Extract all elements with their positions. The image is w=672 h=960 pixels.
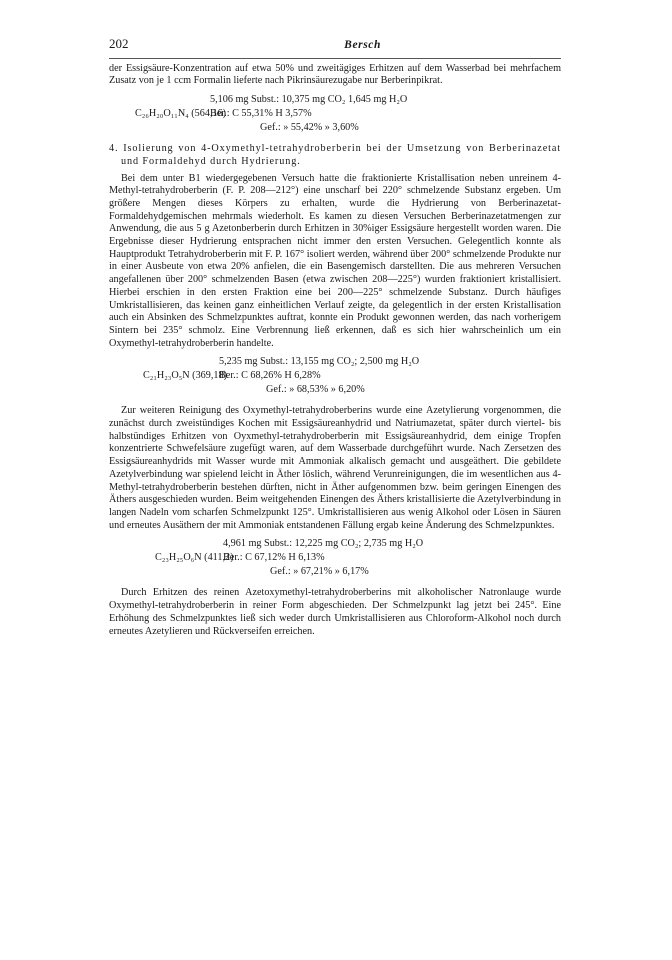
analysis-formula: C₂₆H₂₀O₁₁N₄ (564,16) — [135, 108, 227, 120]
analysis-row-calculated — [109, 552, 561, 566]
paragraph-1: der Essigsäure-Konzentration auf etwa 50% und zweitägiges Erhitzen auf dem Wasserbad bei mehrfachem Zusatz von je 1 ccm Formalin lieferte nach Pikrinsäurezugabe nur Berberinpikrat. — [109, 62, 561, 87]
analysis-found: Gef.: » 67,21% » 6,17% — [270, 566, 369, 578]
paragraph-4: Durch Erhitzen des reinen Azetoxymethyl-tetrahydroberberins mit alkoholischer Natronlauge wurde Oxymethyl-tetrahydroberberin in reiner Form abgeschieden. Der Schmelzpunkt lag jetzt bei 245°. Eine Erhöhung des Schmelzpunktes ließ sich weder durch Umkristallisieren aus Chloroform-Alkohol noch durch erneutes Azetylieren und Rückverseifen erreichen. — [109, 587, 561, 637]
running-title: Bersch — [344, 39, 381, 51]
analysis-row-found — [109, 384, 561, 398]
elemental-analysis-3 — [109, 538, 561, 580]
analysis-subst-line: 5,235 mg Subst.: 13,155 mg CO₂; 2,500 mg H₂O — [219, 356, 420, 368]
analysis-row-substance — [109, 538, 561, 552]
analysis-row-found — [109, 566, 561, 580]
analysis-row-calculated — [109, 108, 561, 122]
page-header — [109, 38, 561, 59]
analysis-calculated: Ber.: C 55,31% H 3,57% — [210, 108, 312, 120]
journal-page — [109, 38, 561, 638]
analysis-row-found — [109, 122, 561, 136]
elemental-analysis-1 — [109, 94, 561, 136]
analysis-row-substance — [109, 94, 561, 108]
analysis-found: Gef.: » 55,42% » 3,60% — [260, 122, 359, 134]
page-number: 202 — [109, 36, 129, 51]
analysis-subst-line: 4,961 mg Subst.: 12,225 mg CO₂; 2,735 mg H₂O — [223, 538, 424, 550]
analysis-row-calculated — [109, 370, 561, 384]
analysis-row-substance — [109, 356, 561, 370]
analysis-formula: C₂₁H₂₃O₅N (369,18) — [143, 370, 227, 382]
analysis-calculated: Ber.: C 68,26% H 6,28% — [219, 370, 321, 382]
analysis-formula: C₂₃H₂₅O₆N (411,2) — [155, 552, 234, 564]
paragraph-3: Zur weiteren Reinigung des Oxymethyl-tetrahydroberberins wurde eine Azetylierung vorgenommen, die zunächst durch zweistündiges Kochen mit Essigsäureanhydrid und Natriumazetat, später durch viertel- bis halbstündiges Erhitzen von Oyxmethyl-tetrahydroberberin mit Essigsäureanhydrid, dem einige Tropfen konzentrierte Schwefelsäure zugefügt waren, auf dem Wasserbade durchgeführt wurde. Nach Zersetzen des Essigsäureanhydrids mit Wasser wurde mit Ammoniak alkalisch gemacht und ausgeäthert. Die gebildete Azetylverbindung war spielend leicht in Äther löslich, während Verunreinigungen, die im wesentlichen aus 4-Methyl-tetrahydroberberin bestehen dürften, nicht in Äther aufgenommen bzw. beim geringen Einengen des Äthers ausgeschieden wurden. Beim weitgehenden Einengen des Äthers kristallisierte die Azetylverbindung in langen Nadeln vom scharfen Schmelzpunkt 125°. Umkristallisieren aus wenig Alkohol oder Lösen in Säuren und erneutes Ausäthern der mit Ammoniak entstandenen Fällung ergab keine Änderung des Schmelzpunktes. — [109, 405, 561, 531]
analysis-subst-line: 5,106 mg Subst.: 10,375 mg CO₂ 1,645 mg H₂O — [210, 94, 408, 106]
elemental-analysis-2 — [109, 356, 561, 398]
analysis-found: Gef.: » 68,53% » 6,20% — [266, 384, 365, 396]
analysis-calculated: Ber.: C 67,12% H 6,13% — [223, 552, 325, 564]
paragraph-2: Bei dem unter B1 wiedergegebenen Versuch hatte die fraktionierte Kristallisation neben unreinem 4-Methyl-tetrahydroberberin (F. P. 208—212°) eine unscharf bei 220° schmelzende Substanz ergeben. Um größere Mengen dieses Körpers zu erhalten, wurde die Hydrierung von Berberinazetat-Formaldehydgemischen mehrmals wiederholt. Es kamen zu diesen Versuchen Berberinazetatmengen zur Anwendung, die aus 5 g Azetonberberin durch Erhitzen in 30%iger Essigsäure hergestellt worden waren. Die Ergebnisse dieser Hydrierung entsprachen nicht immer den ersten Versuchen. Gelegentlich konnte als Hauptprodukt Tetrahydroberberin mit F. P. 167° isoliert werden, während über 200° schmelzende Produkte nur in einer Ausbeute von etwa 20% anfielen, die ein Basengemisch darstellten. Die aus mehreren Versuchen angefallenen über 200° schmelzenden Basen (etwa zwischen 208—225°) wurden fraktioniert kristallisiert. Hierbei erschien in den ersten Fraktion eine bei 200—225° schmelzende Substanz. Durch häufiges Umkristallisieren, das keinen ganz einheitlichen Verlauf zeigte, da gelegentlich in der ersten Kristallisation auch ein Absinken des Schmelzpunktes auftrat, konnte ein Produkt gewonnen werden, das nach vorherigem Sintern bei 235° schmolz. Eine Verbrennung ließ erkennen, daß es sich hier wahrscheinlich um ein Oxymethyl-tetrahydroberberin handelte. — [109, 172, 561, 349]
section-heading: 4. Isolierung von 4-Oxymethyl-tetrahydroberberin bei der Umsetzung von Berberinazetat und Formaldehyd durch Hydrierung. — [109, 143, 561, 167]
